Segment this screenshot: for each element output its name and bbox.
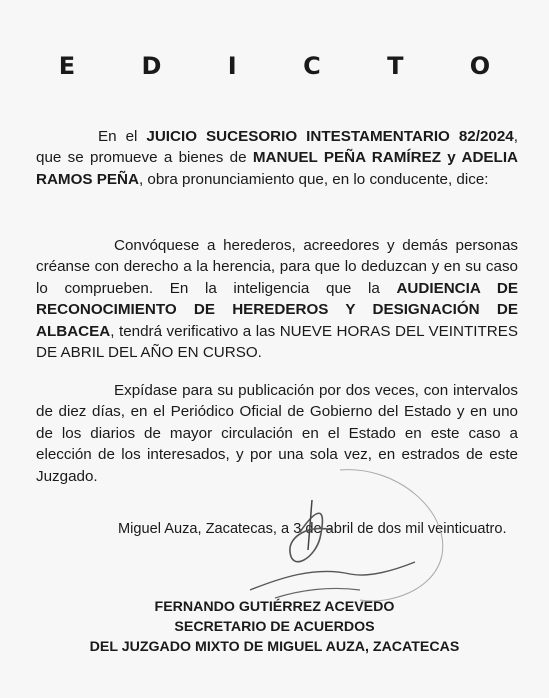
decedent-names: MANUEL PEÑA RAMÍREZ y ADELIA RAMOS PEÑA xyxy=(36,149,519,188)
p2-text-2: , tendrá verificativo a las NUEVE HORAS DEL VEINTITRES DE ABRIL DEL AÑO EN CURSO. xyxy=(36,322,518,362)
signature-block xyxy=(0,598,549,657)
p1-text-3: , obra pronunciamiento que, en lo conducente, dice: xyxy=(138,170,489,188)
signatory-name: FERNANDO GUTIÉRREZ ACEVEDO xyxy=(154,599,395,615)
paragraph-publication xyxy=(36,380,518,487)
case-number: JUICIO SUCESORIO INTESTAMENTARIO 82/2024 xyxy=(146,128,514,145)
p3-text-1: Expídase para su publicación por dos veces, con intervalos de diez días, en el Periódico Oficial de Gobierno del Estado y en uno de los diarios de mayor circulación en el Estado en este caso a elección de los interesados, y por una sola vez, en estrados de este Juzgado. xyxy=(36,382,518,485)
page-title: E D I C T O xyxy=(58,52,520,80)
signatory-role: SECRETARIO DE ACUERDOS xyxy=(174,618,375,635)
signatory-court: DEL JUZGADO MIXTO DE MIGUEL AUZA, ZACATECAS xyxy=(89,638,460,655)
place-date: Miguel Auza, Zacatecas, a 3 de abril de dos mil veinticuatro. xyxy=(118,521,507,537)
p1-text-1: En el xyxy=(98,128,147,145)
paragraph-summons xyxy=(36,235,518,363)
paragraph-case xyxy=(36,126,518,190)
p1-text-2: , que se promueve a bienes de xyxy=(36,128,518,167)
hearing-title: AUDIENCIA DE RECONOCIMIENTO DE HEREDEROS Y DESIGNACIÓN DE ALBACEA xyxy=(36,279,518,340)
p2-text-1: Convóquese a herederos, acreedores y demás personas créanse con derecho a la herencia, para que lo deduzcan y en su caso lo comprueben. En la inteligencia que la xyxy=(36,237,518,297)
